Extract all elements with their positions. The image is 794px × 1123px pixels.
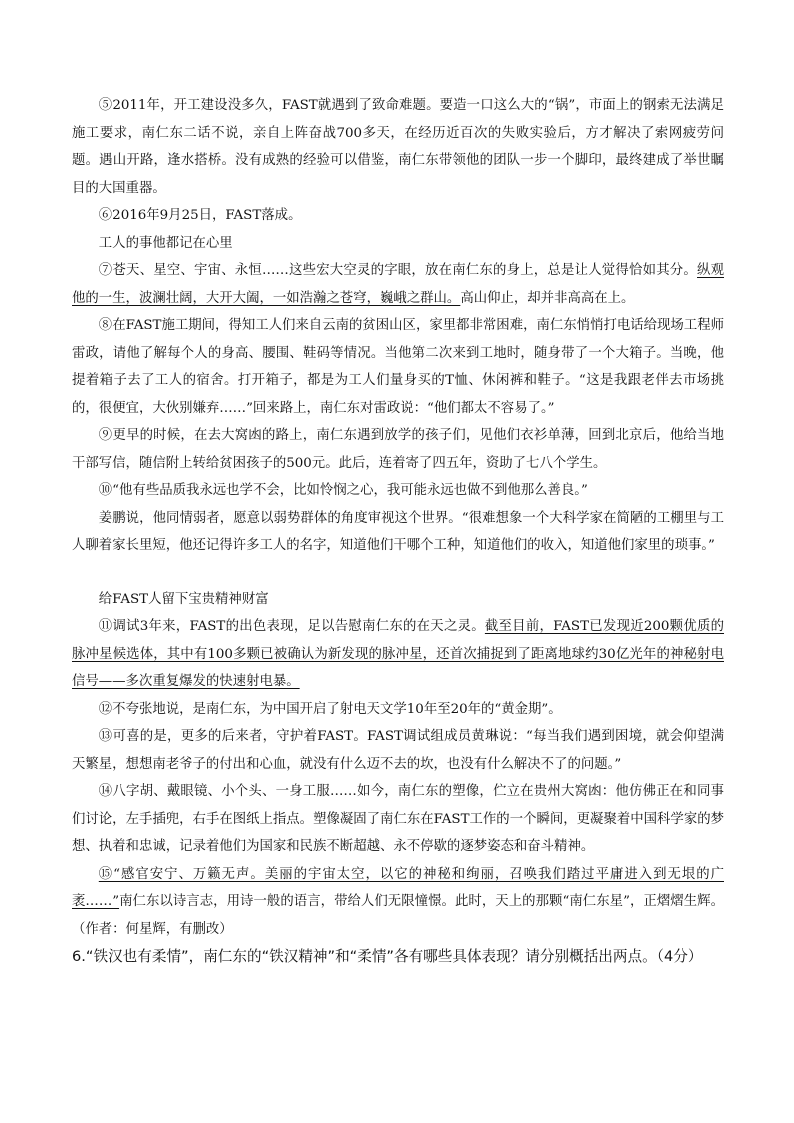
paragraph-5: ⑤2011年，开工建设没多久，FAST就遇到了致命难题。要造一口这么大的“锅”，市面上的钢索无法满足施工要求，南仁东二话不说，亲自上阵奋战700多天，在经历近百次的失败实验后，方才解决了索网疲劳问题。遇山开路，逢水搭桥。没有成熟的经验可以借鉴，南仁东带领他的团队一步一个脚印，最终建成了举世瞩目的大国重器。 <box>72 98 724 196</box>
paragraph-10-continued: 姜鹏说，他同情弱者，愿意以弱势群体的角度审视这个世界。“很难想象一个大科学家在简陋的工棚里与工人聊着家长里短，他还记得许多工人的名字，知道他们干哪个工种，知道他们的收入，知道他们家里的琐事。” <box>72 510 724 553</box>
paragraph-12: ⑫不夸张地说，是南仁东，为中国开启了射电天文学10年至20年的“黄金期”。 <box>98 701 562 717</box>
paragraph-8: ⑧在FAST施工期间，得知工人们来自云南的贫困山区，家里都非常困难，南仁东悄悄打电话给现场工程师雷政，请他了解每个人的身高、腰围、鞋码等情况。当他第二次来到工地时，随身带了一个大箱子。当晚，他提着箱子去了工人的宿舍。打开箱子，都是为工人们量身买的T恤、休闲裤和鞋子。“这是我跟老伴去市场挑的，很便宜，大伙别嫌弃……”回来路上，南仁东对雷政说：“他们都太不容易了。” <box>72 318 724 416</box>
paragraph-7-text-a: ⑦苍天、星空、宇宙、永恒……这些宏大空灵的字眼，放在南仁东的身上，总是让人觉得恰如其分。 <box>98 263 698 278</box>
paragraph-15-text: 南仁东以诗言志，用诗一般的语言，带给人们无限憧憬。此时，天上的那颗“南仁东星”，正熠熠生辉。（作者：何星辉，有删改） <box>72 894 724 937</box>
paragraph-11-underlined: 截至目前，FAST已发现近200颗优质的脉冲星候选体，其中有100多颗已被确认为新发现的脉冲星，还首次捕捉到了距离地球约30亿光年的神秘射电信号——多次重复爆发的快速射电暴。 <box>72 619 725 689</box>
question-6: 6.“铁汉也有柔情”，南仁东的“铁汉精神”和“柔情”各有哪些具体表现？请分别概括出两点。（4分） <box>72 948 703 965</box>
paragraph-13: ⑬可喜的是，更多的后来者，守护着FAST。FAST调试组成员黄琳说：“每当我们遇到困境，就会仰望满天繁星，想想南老爷子的付出和心血，就没有什么迈不去的坎，也没有什么解决不了的问题。” <box>72 729 724 772</box>
paragraph-7-text-b: 高山仰止，却并非高高在上。 <box>460 290 635 306</box>
paragraph-7 <box>72 257 724 312</box>
section-heading-legacy: 给FAST人留下宝贵精神财富 <box>98 591 269 607</box>
section-gap <box>72 560 724 586</box>
paragraph-11-text: ⑪调试3年来，FAST的出色表现，足以告慰南仁东的在天之灵。 <box>98 619 485 634</box>
paragraph-11 <box>72 613 724 696</box>
section-heading-workers: 工人的事他都记在心里 <box>98 235 233 251</box>
paragraph-9: ⑨更早的时候，在去大窝凼的路上，南仁东遇到放学的孩子们，见他们衣衫单薄，回到北京后，他给当地干部写信，随信附上转给贫困孩子的500元。此后，连着寄了四五年，资助了七八个学生。 <box>72 428 724 471</box>
paragraph-14: ⑭八字胡、戴眼镜、小个头、一身工服……如今，南仁东的塑像，伫立在贵州大窝凼：他仿佛正在和同事们讨论，左手插兜，右手在图纸上指点。塑像凝固了南仁东在FAST工作的一个瞬间，更凝聚着中国科学家的梦想、执着和忠诚，记录着他们为国家和民族不断超越、永不停歇的逐梦姿态和奋斗精神。 <box>72 784 724 854</box>
paragraph-15-underlined: ⑮“感官安宁、万籁无声。美丽的宇宙太空，以它的神秘和绚丽，召唤我们踏过平庸进入到无垠的广袤……” <box>72 866 724 909</box>
paragraph-6: ⑥2016年9月25日，FAST落成。 <box>98 208 302 223</box>
paragraph-10: ⑩“他有些品质我永远也学不会，比如怜悯之心，我可能永远也做不到他那么善良。” <box>98 483 588 498</box>
paragraph-7-underlined: 纵观他的一生，波澜壮阔，大开大阖，一如浩瀚之苍穹，巍峨之群山。 <box>72 263 725 306</box>
paragraph-15 <box>72 861 724 944</box>
